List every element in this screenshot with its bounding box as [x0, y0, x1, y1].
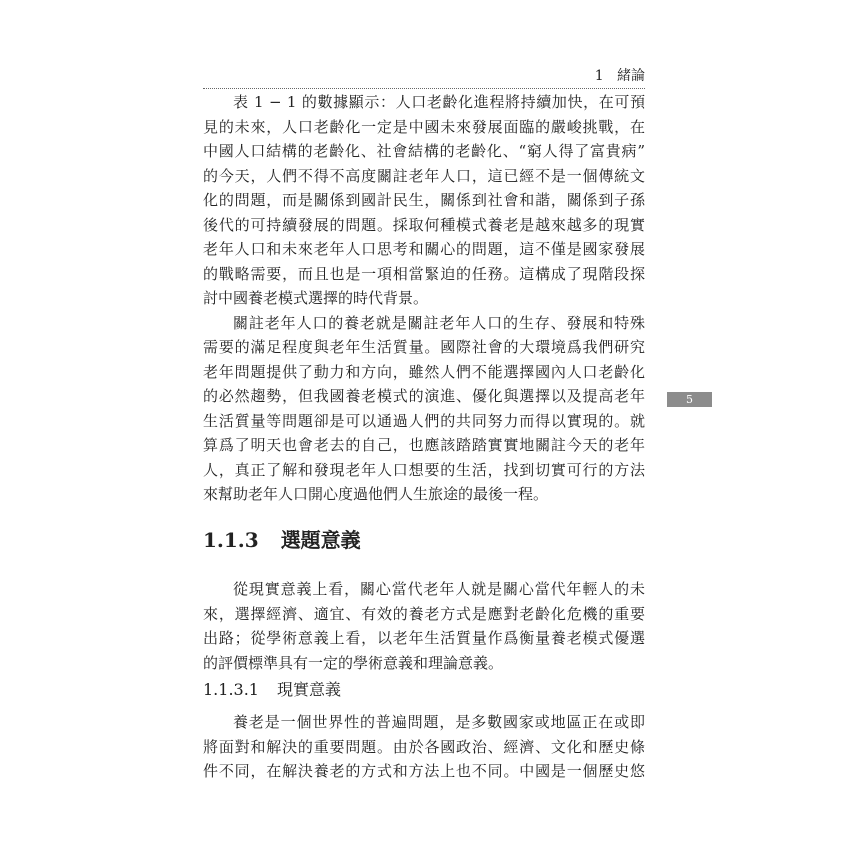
text-line: 需要的滿足程度與老年生活質量。國際社會的大環境爲我們研究: [203, 338, 645, 356]
chapter-title: 緒論: [617, 68, 645, 84]
subsection-heading: [203, 680, 341, 700]
text-line: 生活質量等問題卻是可以通過人們的共同努力而得以實現的。就: [203, 411, 645, 430]
section-title: 選題意義: [280, 528, 361, 552]
text-line: 老年人口和未來老年人口思考和關心的問題，這不僅是國家發展: [203, 240, 645, 258]
text-line: 人，真正了解和發現老年人口想要的生活，找到切實可行的方法: [203, 460, 645, 479]
text-line: 的戰略需要，而且也是一項相當緊迫的任務。這構成了現階段探: [203, 264, 645, 283]
subsection-title: 現實意義: [276, 680, 341, 699]
section-number: 1.1.3: [203, 528, 259, 552]
text-line: 老年問題提供了動力和方向，雖然人們不能選擇國內人口老齡化: [203, 362, 645, 381]
text-line: 將面對和解決的重要問題。由於各國政治、經濟、文化和歷史條: [203, 737, 645, 756]
text-line: 來幫助老年人口開心度過他們人生旅途的最後一程。: [203, 485, 549, 503]
text-line: 討中國養老模式選擇的時代背景。: [203, 289, 429, 307]
text-line: 從現實意義上看，關心當代老年人就是關心當代年輕人的未: [233, 580, 645, 598]
text-line: 來，選擇經濟、適宜、有效的養老方式是應對老齡化危機的重要: [203, 604, 645, 623]
text-line: 件不同，在解決養老的方式和方法上也不同。中國是一個歷史悠: [203, 762, 645, 780]
text-line: 化的問題，而是關係到國計民生，關係到社會和諧，關係到子孫: [203, 191, 645, 209]
text-line: 的今天，人們不得不高度關註老年人口，這已經不是一個傳統文: [203, 166, 645, 185]
text-line: 的評價標準具有一定的學術意義和理論意義。: [203, 653, 504, 672]
text-line: 算爲了明天也會老去的自己，也應該踏踏實實地關註今天的老年: [203, 436, 645, 454]
subsection-number: 1.1.3.1: [203, 680, 259, 699]
page-number-tab: 5: [667, 392, 712, 407]
text-line: 中國人口結構的老齡化、社會結構的老齡化、“窮人得了富貴病”: [203, 142, 645, 160]
text-line: 後代的可持續發展的問題。採取何種模式養老是越來越多的現實: [203, 215, 645, 234]
text-line: 關註老年人口的養老就是關註老年人口的生存、發展和特殊: [233, 313, 645, 332]
text-line: 出路；從學術意義上看，以老年生活質量作爲衡量養老模式優選: [203, 629, 645, 647]
chapter-number: 1: [594, 68, 604, 84]
text-line: 表 1 − 1 的數據顯示：人口老齡化進程將持續加快，在可預: [233, 93, 645, 111]
section-heading: [203, 528, 361, 552]
text-line: 見的未來，人口老齡化一定是中國未來發展面臨的嚴峻挑戰，在: [203, 117, 645, 136]
text-line: 的必然趨勢，但我國養老模式的演進、優化與選擇以及提高老年: [203, 387, 645, 405]
text-line: 養老是一個世界性的普遍問題，是多數國家或地區正在或即: [233, 713, 645, 731]
running-header: [203, 68, 645, 84]
header-divider: [203, 88, 645, 89]
